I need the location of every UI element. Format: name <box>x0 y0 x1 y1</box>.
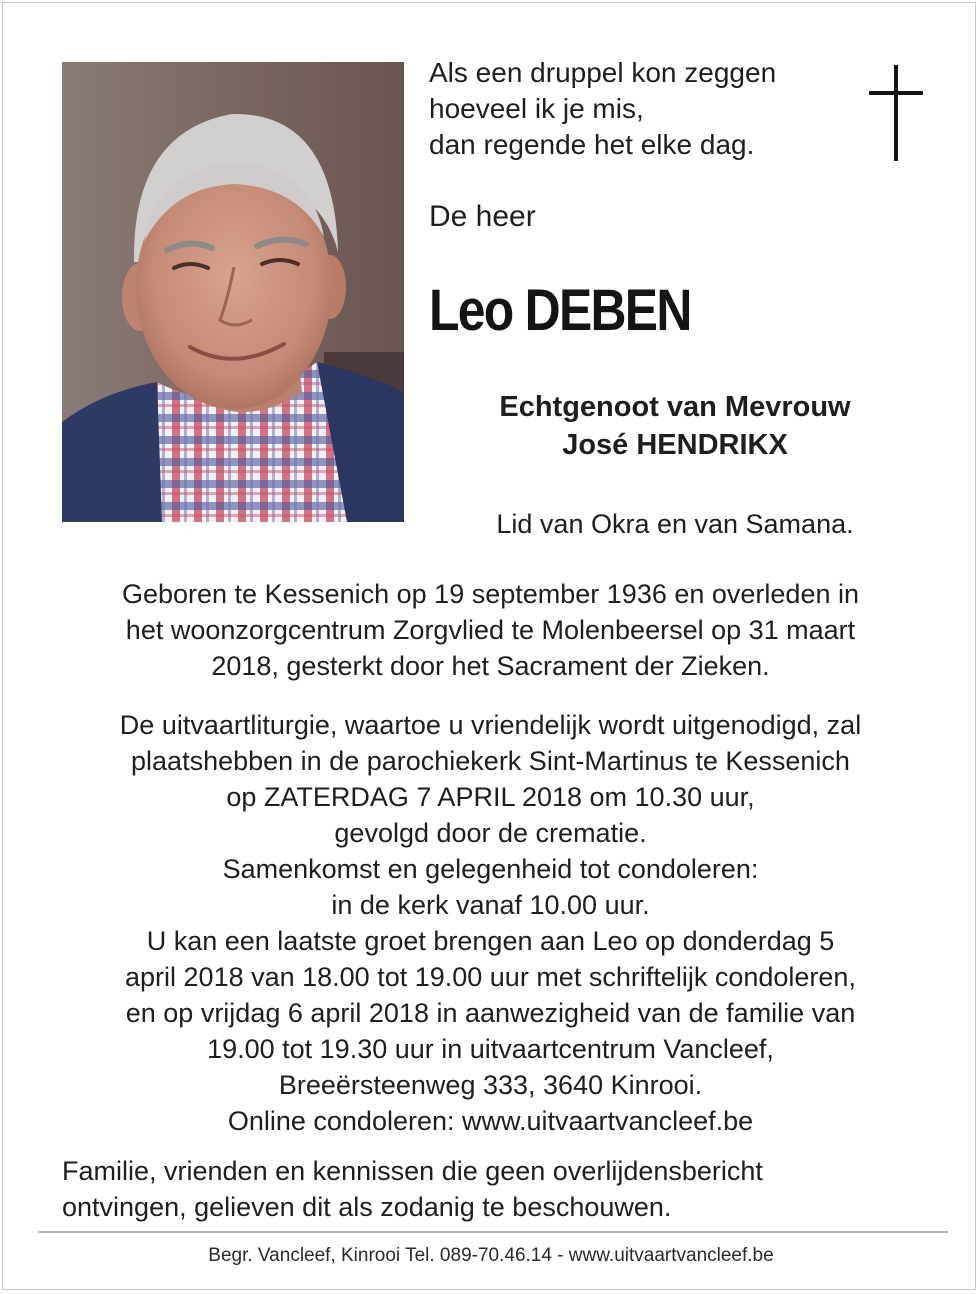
text-line: Breeërsteenweg 333, 3640 Kinrooi. <box>278 1070 703 1100</box>
poem-line: dan regende het elke dag. <box>429 129 755 160</box>
text-line: april 2018 van 18.00 tot 19.00 uur met schriftelijk condoleren, <box>125 962 856 992</box>
poem-line: hoeveel ik je mis, <box>429 93 644 124</box>
portrait-photo <box>62 62 404 522</box>
birth-death-paragraph <box>33 576 948 684</box>
text-line: ontvingen, gelieven dit als zodanig te beschouwen. <box>62 1192 672 1222</box>
divider <box>38 1231 948 1233</box>
spouse-line: José HENDRIKX <box>562 429 788 461</box>
text-line: De uitvaartliturgie, waartoe u vriendelijk wordt uitgenodigd, zal <box>119 710 862 740</box>
obituary-card <box>2 2 976 1290</box>
spouse-line: Echtgenoot van Mevrouw <box>499 391 851 423</box>
family-note <box>62 1153 763 1225</box>
text-line: op ZATERDAG 7 APRIL 2018 om 10.30 uur, <box>226 782 755 812</box>
text-line: 2018, gesterkt door het Sacrament der Zieken. <box>211 651 770 681</box>
text-line: Familie, vrienden en kennissen die geen overlijdensbericht <box>62 1156 763 1186</box>
poem <box>429 55 776 163</box>
membership: Lid van Okra en van Samana. <box>496 509 854 539</box>
text-line: plaatshebben in de parochiekerk Sint-Martinus te Kessenich <box>131 746 850 776</box>
spouse-info <box>415 388 935 464</box>
funeral-home-footer: Begr. Vancleef, Kinrooi Tel. 089-70.46.14 - www.uitvaartvancleef.be <box>208 1245 774 1266</box>
text-line: Samenkomst en gelegenheid tot condoleren: <box>222 854 759 884</box>
salutation: De heer <box>429 200 536 233</box>
funeral-paragraph <box>33 707 948 1139</box>
text-line: gevolgd door de crematie. <box>334 818 647 848</box>
text-line: 19.00 tot 19.30 uur in uitvaartcentrum Vancleef, <box>207 1034 774 1064</box>
text-line: Geboren te Kessenich op 19 september 1936 en overleden in <box>121 579 859 609</box>
latin-cross-icon <box>865 65 927 165</box>
text-line: en op vrijdag 6 april 2018 in aanwezigheid van de familie van <box>125 998 856 1028</box>
text-line: het woonzorgcentrum Zorgvlied te Molenbeersel op 31 maart <box>125 615 856 645</box>
text-line: Online condoleren: www.uitvaartvancleef.be <box>227 1106 754 1136</box>
poem-line: Als een druppel kon zeggen <box>429 57 777 88</box>
text-line: in de kerk vanaf 10.00 uur. <box>331 890 650 920</box>
text-line: U kan een laatste groet brengen aan Leo op donderdag 5 <box>146 926 835 956</box>
deceased-name: Leo DEBEN <box>429 278 691 343</box>
